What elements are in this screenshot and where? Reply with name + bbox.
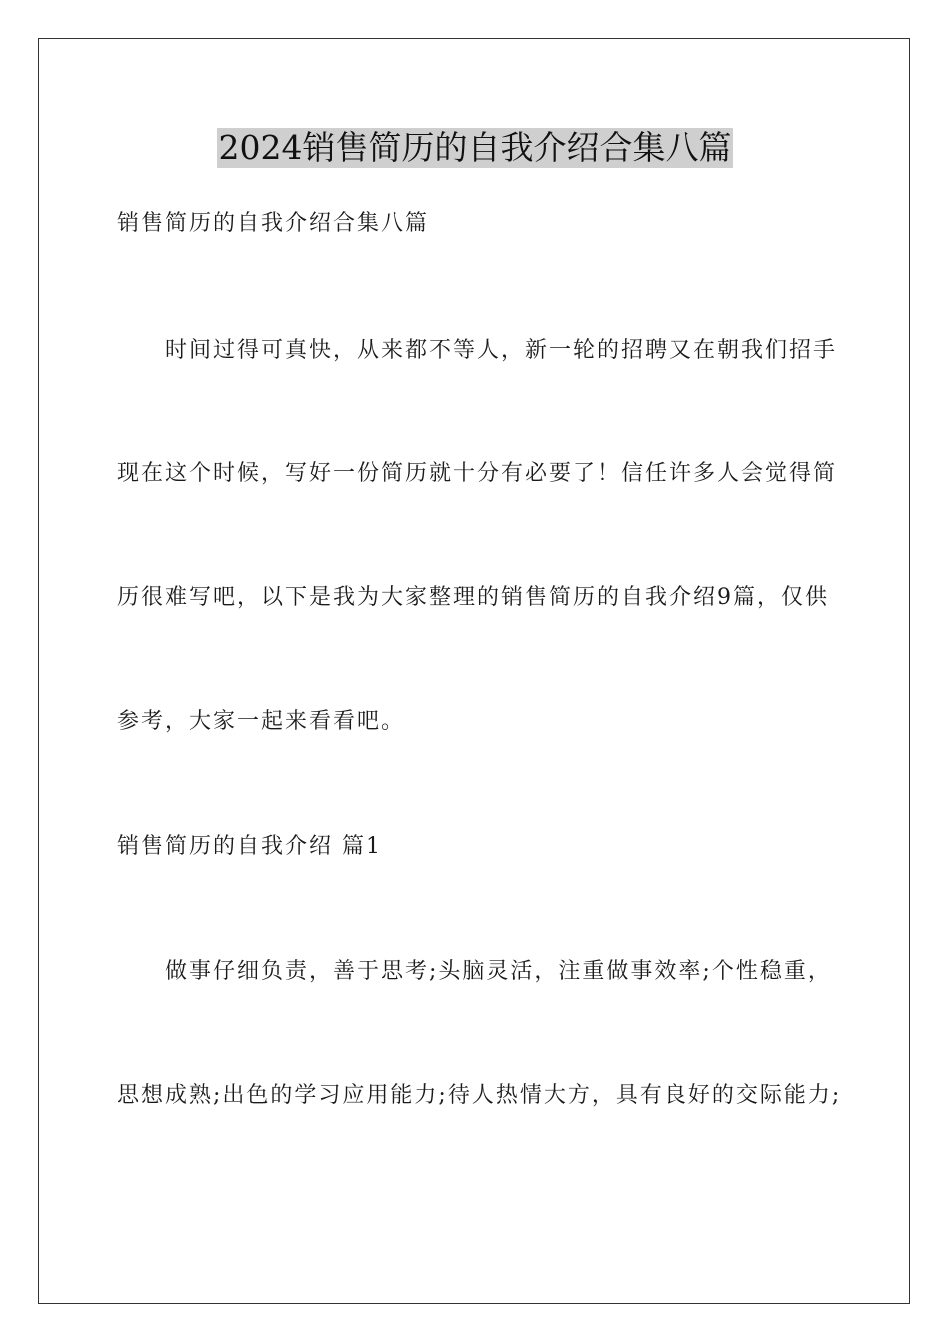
section1-line-2: 思想成熟;出色的学习应用能力;待人热情大方，具有良好的交际能力; [117,1083,842,1108]
document-title: 2024销售简历的自我介绍合集八篇 [218,128,732,167]
intro-line-3: 历很难写吧，以下是我为大家整理的销售简历的自我介绍9篇，仅供 [117,585,829,610]
intro-line-1: 时间过得可真快，从来都不等人，新一轮的招聘又在朝我们招手 [165,338,838,363]
title-container [0,128,950,168]
intro-line-2: 现在这个时候，写好一份简历就十分有必要了！信任许多人会觉得简 [117,461,838,486]
section1-line-1: 做事仔细负责，善于思考;头脑灵活，注重做事效率;个性稳重， [165,959,832,984]
section-heading-1: 销售简历的自我介绍 篇1 [117,834,382,859]
document-subtitle: 销售简历的自我介绍合集八篇 [117,211,430,236]
intro-line-4: 参考，大家一起来看看吧。 [117,709,406,734]
